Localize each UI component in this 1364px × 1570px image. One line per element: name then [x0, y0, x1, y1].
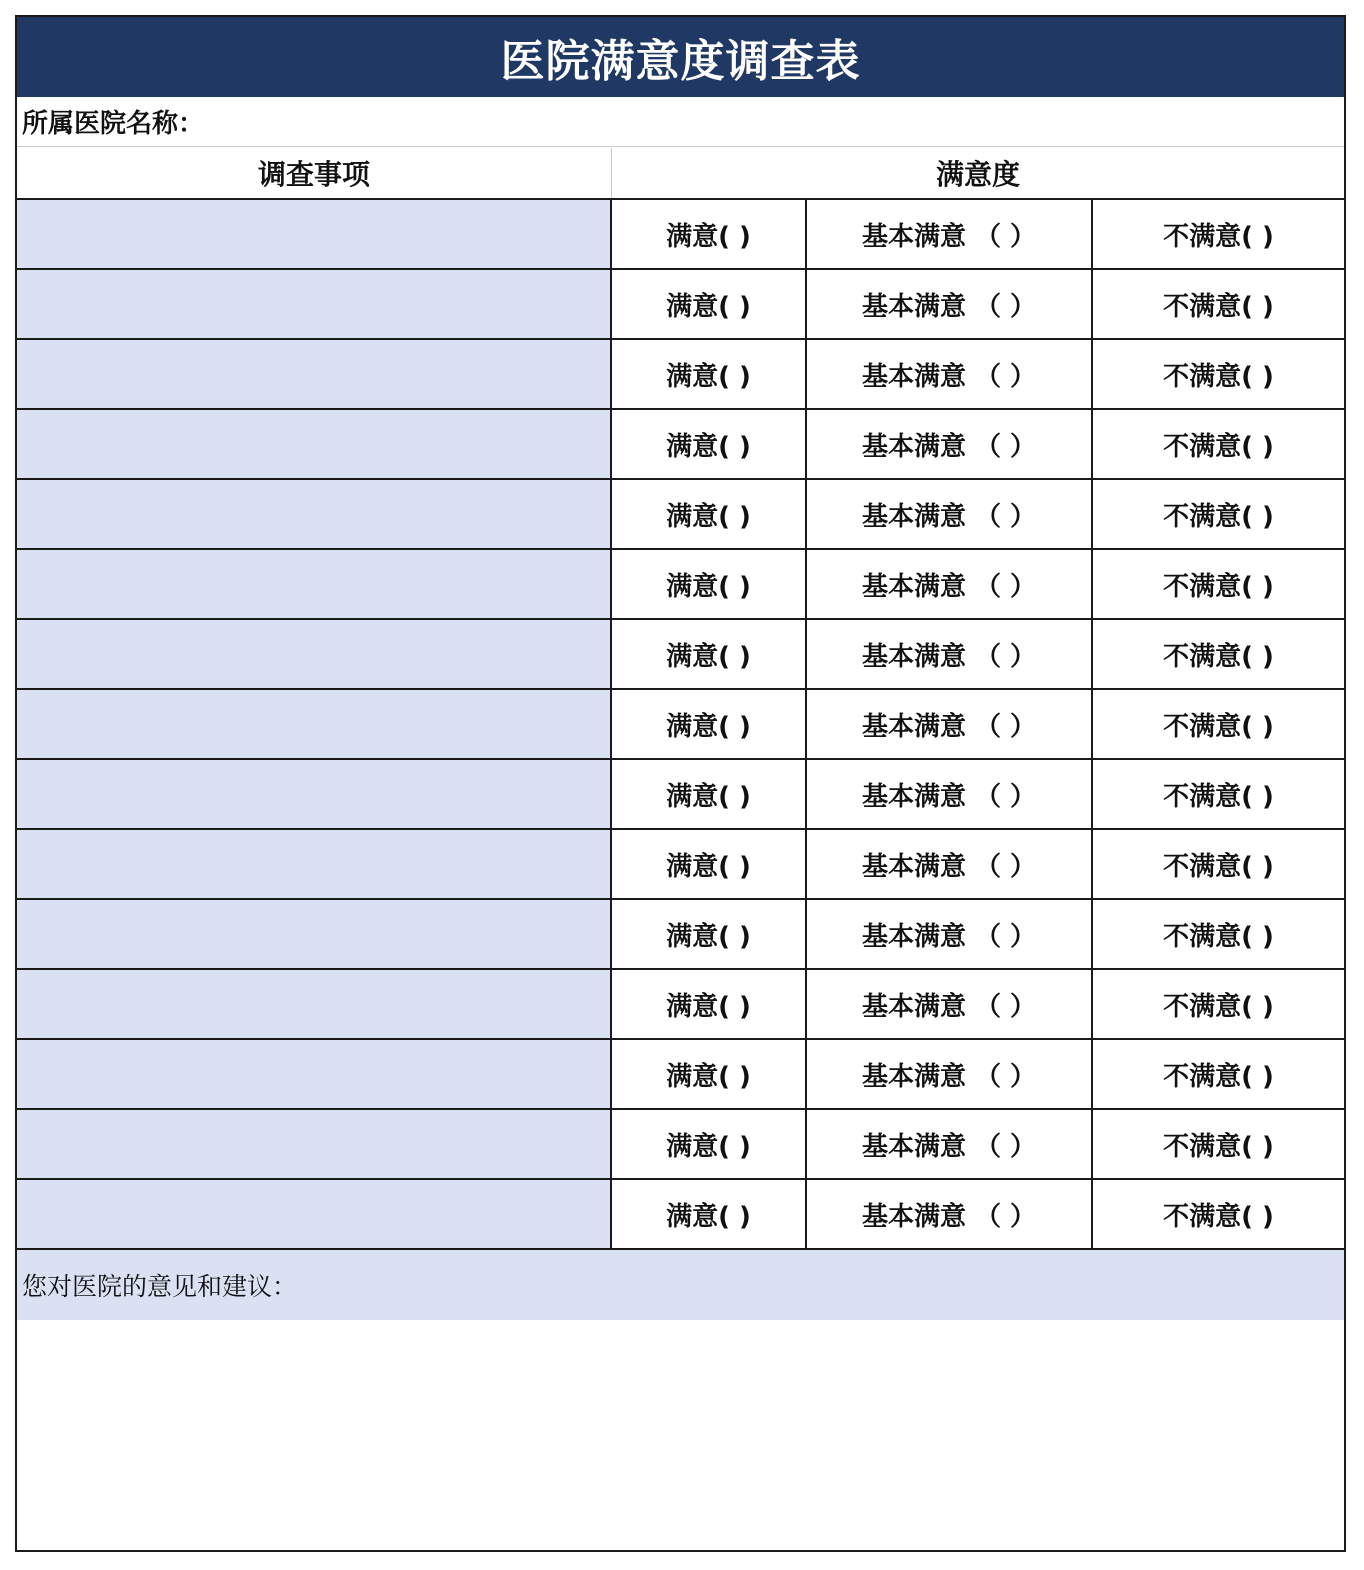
survey-item-cell[interactable] — [17, 270, 612, 338]
suggestions-input-area[interactable] — [17, 1320, 1344, 1550]
table-row — [17, 270, 1344, 340]
table-row — [17, 200, 1344, 270]
column-header-item: 调查事项 — [17, 148, 612, 198]
option-basically-satisfied[interactable]: 基本满意 （ ） — [807, 340, 1093, 408]
option-satisfied[interactable]: 满意( ) — [612, 970, 807, 1038]
option-dissatisfied[interactable]: 不满意( ) — [1163, 431, 1274, 462]
option-satisfied[interactable]: 满意( ) — [612, 410, 807, 478]
option-satisfied[interactable]: 满意( ) — [612, 760, 807, 828]
survey-item-cell[interactable] — [17, 1180, 612, 1248]
option-basically-satisfied[interactable]: 基本满意 （ ） — [807, 760, 1093, 828]
survey-item-cell[interactable] — [17, 690, 612, 758]
option-basically-satisfied[interactable]: 基本满意 （ ） — [807, 1040, 1093, 1108]
table-row — [17, 760, 1344, 830]
table-row — [17, 1180, 1344, 1250]
option-basically-satisfied[interactable]: 基本满意 （ ） — [807, 270, 1093, 338]
option-dissatisfied[interactable]: 不满意( ) — [1163, 221, 1274, 252]
option-basically-satisfied[interactable]: 基本满意 （ ） — [807, 620, 1093, 688]
option-satisfied[interactable]: 满意( ) — [612, 550, 807, 618]
hospital-name-label: 所属医院名称： — [22, 109, 205, 139]
table-header — [17, 148, 1344, 200]
survey-item-cell[interactable] — [17, 340, 612, 408]
option-basically-satisfied[interactable]: 基本满意 （ ） — [807, 900, 1093, 968]
survey-item-cell[interactable] — [17, 620, 612, 688]
option-satisfied[interactable]: 满意( ) — [612, 200, 807, 268]
table-row — [17, 550, 1344, 620]
option-satisfied[interactable]: 满意( ) — [612, 1040, 807, 1108]
survey-item-cell[interactable] — [17, 1110, 612, 1178]
option-dissatisfied[interactable]: 不满意( ) — [1163, 1201, 1274, 1232]
table-row — [17, 1110, 1344, 1180]
table-row — [17, 690, 1344, 760]
option-satisfied[interactable]: 满意( ) — [612, 480, 807, 548]
option-basically-satisfied[interactable]: 基本满意 （ ） — [807, 970, 1093, 1038]
option-dissatisfied[interactable]: 不满意( ) — [1163, 851, 1274, 882]
hospital-name-field[interactable] — [17, 97, 1344, 147]
survey-item-cell[interactable] — [17, 830, 612, 898]
option-dissatisfied[interactable]: 不满意( ) — [1163, 711, 1274, 742]
survey-item-cell[interactable] — [17, 550, 612, 618]
option-basically-satisfied[interactable]: 基本满意 （ ） — [807, 690, 1093, 758]
survey-item-cell[interactable] — [17, 410, 612, 478]
survey-item-cell[interactable] — [17, 200, 612, 268]
survey-item-cell[interactable] — [17, 970, 612, 1038]
table-row — [17, 620, 1344, 690]
suggestions-label-row — [17, 1250, 1344, 1320]
option-satisfied[interactable]: 满意( ) — [612, 270, 807, 338]
option-dissatisfied[interactable]: 不满意( ) — [1163, 991, 1274, 1022]
option-satisfied[interactable]: 满意( ) — [612, 830, 807, 898]
table-row — [17, 480, 1344, 550]
survey-item-cell[interactable] — [17, 1040, 612, 1108]
option-satisfied[interactable]: 满意( ) — [612, 690, 807, 758]
option-dissatisfied[interactable]: 不满意( ) — [1163, 1131, 1274, 1162]
option-satisfied[interactable]: 满意( ) — [612, 340, 807, 408]
option-basically-satisfied[interactable]: 基本满意 （ ） — [807, 200, 1093, 268]
survey-item-cell[interactable] — [17, 480, 612, 548]
table-row — [17, 340, 1344, 410]
table-row — [17, 1040, 1344, 1110]
option-satisfied[interactable]: 满意( ) — [612, 1110, 807, 1178]
option-dissatisfied[interactable]: 不满意( ) — [1163, 781, 1274, 812]
table-row — [17, 970, 1344, 1040]
option-basically-satisfied[interactable]: 基本满意 （ ） — [807, 550, 1093, 618]
option-basically-satisfied[interactable]: 基本满意 （ ） — [807, 480, 1093, 548]
option-dissatisfied[interactable]: 不满意( ) — [1163, 291, 1274, 322]
survey-item-cell[interactable] — [17, 760, 612, 828]
option-basically-satisfied[interactable]: 基本满意 （ ） — [807, 1110, 1093, 1178]
option-satisfied[interactable]: 满意( ) — [612, 900, 807, 968]
option-dissatisfied[interactable]: 不满意( ) — [1163, 641, 1274, 672]
option-basically-satisfied[interactable]: 基本满意 （ ） — [807, 410, 1093, 478]
survey-sheet — [15, 15, 1346, 1552]
table-row — [17, 830, 1344, 900]
column-header-satisfaction: 满意度 — [935, 158, 1020, 191]
option-basically-satisfied[interactable]: 基本满意 （ ） — [807, 830, 1093, 898]
table-row — [17, 410, 1344, 480]
page-title: 医院满意度调查表 — [17, 17, 1344, 97]
option-dissatisfied[interactable]: 不满意( ) — [1163, 921, 1274, 952]
option-satisfied[interactable]: 满意( ) — [612, 1180, 807, 1248]
option-dissatisfied[interactable]: 不满意( ) — [1163, 1061, 1274, 1092]
option-dissatisfied[interactable]: 不满意( ) — [1163, 361, 1274, 392]
option-basically-satisfied[interactable]: 基本满意 （ ） — [807, 1180, 1093, 1248]
option-dissatisfied[interactable]: 不满意( ) — [1163, 571, 1274, 602]
table-row — [17, 900, 1344, 970]
option-satisfied[interactable]: 满意( ) — [612, 620, 807, 688]
suggestions-label: 您对医院的意见和建议： — [22, 1272, 298, 1301]
option-dissatisfied[interactable]: 不满意( ) — [1163, 501, 1274, 532]
survey-item-cell[interactable] — [17, 900, 612, 968]
